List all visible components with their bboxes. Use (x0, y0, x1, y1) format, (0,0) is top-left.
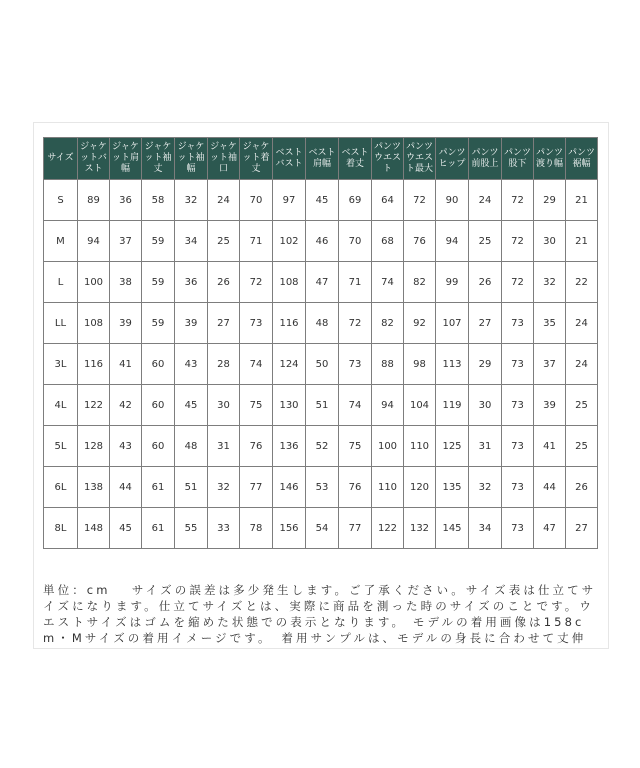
table-cell: 25 (208, 221, 240, 262)
table-cell: 69 (339, 180, 372, 221)
table-cell: 145 (436, 508, 469, 549)
table-cell: 64 (372, 180, 404, 221)
col-header-jacket-sleeve-length: ジャケット袖丈 (142, 138, 175, 180)
table-cell: 42 (110, 385, 142, 426)
table-cell: 73 (502, 508, 534, 549)
table-cell: 21 (566, 180, 598, 221)
table-cell: 156 (273, 508, 306, 549)
table-cell: 113 (436, 344, 469, 385)
table-cell: 46 (306, 221, 339, 262)
table-cell: 26 (469, 262, 502, 303)
table-cell: 72 (339, 303, 372, 344)
table-cell: 45 (110, 508, 142, 549)
col-header-vest-length: ベスト着丈 (339, 138, 372, 180)
size-table (43, 137, 598, 549)
table-cell: 75 (339, 426, 372, 467)
table-cell: 73 (502, 303, 534, 344)
table-cell: 88 (372, 344, 404, 385)
table-cell: 32 (175, 180, 208, 221)
table-cell: 71 (240, 221, 273, 262)
table-cell: 61 (142, 467, 175, 508)
table-cell: 27 (566, 508, 598, 549)
table-cell: 59 (142, 262, 175, 303)
table-cell: 51 (306, 385, 339, 426)
table-cell: 128 (78, 426, 110, 467)
table-cell: 108 (78, 303, 110, 344)
table-cell: 71 (339, 262, 372, 303)
table-row (44, 180, 598, 221)
col-header-pants-hip: パンツヒップ (436, 138, 469, 180)
table-cell: 53 (306, 467, 339, 508)
table-cell: 122 (372, 508, 404, 549)
table-cell: 70 (339, 221, 372, 262)
table-cell: 92 (404, 303, 436, 344)
table-cell: 110 (372, 467, 404, 508)
col-header-pants-front-rise: パンツ前股上 (469, 138, 502, 180)
table-cell: 50 (306, 344, 339, 385)
table-cell: 43 (175, 344, 208, 385)
table-row (44, 385, 598, 426)
table-cell: 26 (208, 262, 240, 303)
table-cell: 24 (566, 303, 598, 344)
table-cell: 100 (78, 262, 110, 303)
table-cell: 116 (78, 344, 110, 385)
table-cell: 39 (110, 303, 142, 344)
table-cell: 90 (436, 180, 469, 221)
col-header-jacket-bust: ジャケットバスト (78, 138, 110, 180)
table-cell: 34 (469, 508, 502, 549)
table-cell: 26 (566, 467, 598, 508)
table-cell: 72 (502, 180, 534, 221)
col-header-pants-thigh: パンツ渡り幅 (534, 138, 566, 180)
table-cell: 21 (566, 221, 598, 262)
table-cell: 130 (273, 385, 306, 426)
table-cell: 24 (469, 180, 502, 221)
table-cell: 94 (78, 221, 110, 262)
col-header-pants-waist: パンツウエスト (372, 138, 404, 180)
size-table-body (44, 180, 598, 549)
table-cell: 24 (566, 344, 598, 385)
table-cell: 44 (110, 467, 142, 508)
table-cell: 33 (208, 508, 240, 549)
table-cell: 24 (208, 180, 240, 221)
table-cell: 32 (469, 467, 502, 508)
table-cell: 73 (240, 303, 273, 344)
table-cell: 119 (436, 385, 469, 426)
table-cell: 58 (142, 180, 175, 221)
table-row (44, 344, 598, 385)
table-cell: 31 (208, 426, 240, 467)
table-cell: 29 (469, 344, 502, 385)
size-label-cell: M (44, 221, 78, 262)
size-note: 単位：cm サイズの誤差は多少発生します。ご了承ください。サイズ表は仕立てサイズになります。仕立てサイズとは、実際に商品を測った時のサイズのことです。ウエストサイズはゴムを縮めた状態での表示となります。 モデルの着用画像は158cm・Mサイズの着用イメージです。 着用サンプルは、モデルの身長に合わせて丈伸 (43, 583, 597, 645)
size-label-cell: L (44, 262, 78, 303)
table-cell: 97 (273, 180, 306, 221)
size-label-cell: 3L (44, 344, 78, 385)
table-cell: 25 (566, 426, 598, 467)
size-label-cell: 4L (44, 385, 78, 426)
table-cell: 36 (175, 262, 208, 303)
table-cell: 47 (534, 508, 566, 549)
col-header-pants-hem: パンツ裾幅 (566, 138, 598, 180)
table-cell: 148 (78, 508, 110, 549)
table-cell: 37 (110, 221, 142, 262)
table-cell: 72 (502, 262, 534, 303)
table-cell: 82 (372, 303, 404, 344)
table-row (44, 303, 598, 344)
table-row (44, 262, 598, 303)
table-row (44, 467, 598, 508)
table-cell: 125 (436, 426, 469, 467)
table-cell: 41 (534, 426, 566, 467)
table-cell: 110 (404, 426, 436, 467)
table-cell: 146 (273, 467, 306, 508)
table-cell: 22 (566, 262, 598, 303)
table-cell: 120 (404, 467, 436, 508)
table-cell: 54 (306, 508, 339, 549)
table-cell: 74 (240, 344, 273, 385)
table-cell: 29 (534, 180, 566, 221)
table-cell: 82 (404, 262, 436, 303)
table-row (44, 508, 598, 549)
table-cell: 27 (469, 303, 502, 344)
table-cell: 25 (566, 385, 598, 426)
table-cell: 70 (240, 180, 273, 221)
table-cell: 94 (372, 385, 404, 426)
table-cell: 132 (404, 508, 436, 549)
table-cell: 136 (273, 426, 306, 467)
table-cell: 76 (240, 426, 273, 467)
col-header-jacket-length: ジャケット着丈 (240, 138, 273, 180)
table-cell: 73 (502, 467, 534, 508)
table-cell: 27 (208, 303, 240, 344)
table-cell: 74 (339, 385, 372, 426)
col-header-jacket-sleeve-width: ジャケット袖幅 (175, 138, 208, 180)
table-cell: 72 (404, 180, 436, 221)
table-cell: 107 (436, 303, 469, 344)
size-label-cell: 8L (44, 508, 78, 549)
table-cell: 73 (502, 385, 534, 426)
size-label-cell: 6L (44, 467, 78, 508)
table-cell: 39 (175, 303, 208, 344)
table-cell: 98 (404, 344, 436, 385)
table-row (44, 426, 598, 467)
col-header-vest-bust: ベストバスト (273, 138, 306, 180)
table-cell: 76 (404, 221, 436, 262)
table-cell: 48 (175, 426, 208, 467)
table-cell: 32 (208, 467, 240, 508)
table-cell: 77 (240, 467, 273, 508)
table-cell: 60 (142, 385, 175, 426)
table-cell: 35 (534, 303, 566, 344)
table-cell: 32 (534, 262, 566, 303)
table-cell: 99 (436, 262, 469, 303)
col-header-jacket-cuff: ジャケット袖口 (208, 138, 240, 180)
table-cell: 102 (273, 221, 306, 262)
table-cell: 36 (110, 180, 142, 221)
table-cell: 76 (339, 467, 372, 508)
table-cell: 73 (502, 344, 534, 385)
table-cell: 116 (273, 303, 306, 344)
table-cell: 94 (436, 221, 469, 262)
col-header-pants-inseam: パンツ股下 (502, 138, 534, 180)
table-cell: 39 (534, 385, 566, 426)
table-cell: 73 (502, 426, 534, 467)
table-cell: 59 (142, 221, 175, 262)
table-cell: 135 (436, 467, 469, 508)
table-cell: 30 (534, 221, 566, 262)
table-cell: 51 (175, 467, 208, 508)
table-cell: 45 (306, 180, 339, 221)
table-row (44, 221, 598, 262)
col-header-jacket-shoulder: ジャケット肩幅 (110, 138, 142, 180)
table-cell: 60 (142, 344, 175, 385)
table-cell: 77 (339, 508, 372, 549)
table-cell: 41 (110, 344, 142, 385)
table-cell: 25 (469, 221, 502, 262)
table-cell: 37 (534, 344, 566, 385)
table-cell: 52 (306, 426, 339, 467)
table-cell: 138 (78, 467, 110, 508)
table-cell: 28 (208, 344, 240, 385)
table-cell: 38 (110, 262, 142, 303)
table-cell: 34 (175, 221, 208, 262)
table-cell: 59 (142, 303, 175, 344)
table-cell: 104 (404, 385, 436, 426)
col-header-size: サイズ (44, 138, 78, 180)
table-cell: 44 (534, 467, 566, 508)
table-cell: 30 (469, 385, 502, 426)
table-cell: 74 (372, 262, 404, 303)
table-cell: 73 (339, 344, 372, 385)
table-cell: 75 (240, 385, 273, 426)
table-cell: 45 (175, 385, 208, 426)
col-header-vest-shoulder: ベスト肩幅 (306, 138, 339, 180)
table-cell: 31 (469, 426, 502, 467)
table-cell: 55 (175, 508, 208, 549)
table-cell: 30 (208, 385, 240, 426)
table-cell: 47 (306, 262, 339, 303)
table-cell: 122 (78, 385, 110, 426)
table-cell: 100 (372, 426, 404, 467)
header-row (44, 138, 598, 180)
table-cell: 61 (142, 508, 175, 549)
table-cell: 108 (273, 262, 306, 303)
table-cell: 43 (110, 426, 142, 467)
table-cell: 48 (306, 303, 339, 344)
table-cell: 72 (240, 262, 273, 303)
size-label-cell: S (44, 180, 78, 221)
table-cell: 124 (273, 344, 306, 385)
size-label-cell: 5L (44, 426, 78, 467)
table-cell: 78 (240, 508, 273, 549)
size-label-cell: LL (44, 303, 78, 344)
col-header-pants-waist-max: パンツウエスト最大 (404, 138, 436, 180)
table-cell: 72 (502, 221, 534, 262)
table-cell: 60 (142, 426, 175, 467)
table-cell: 68 (372, 221, 404, 262)
table-cell: 89 (78, 180, 110, 221)
